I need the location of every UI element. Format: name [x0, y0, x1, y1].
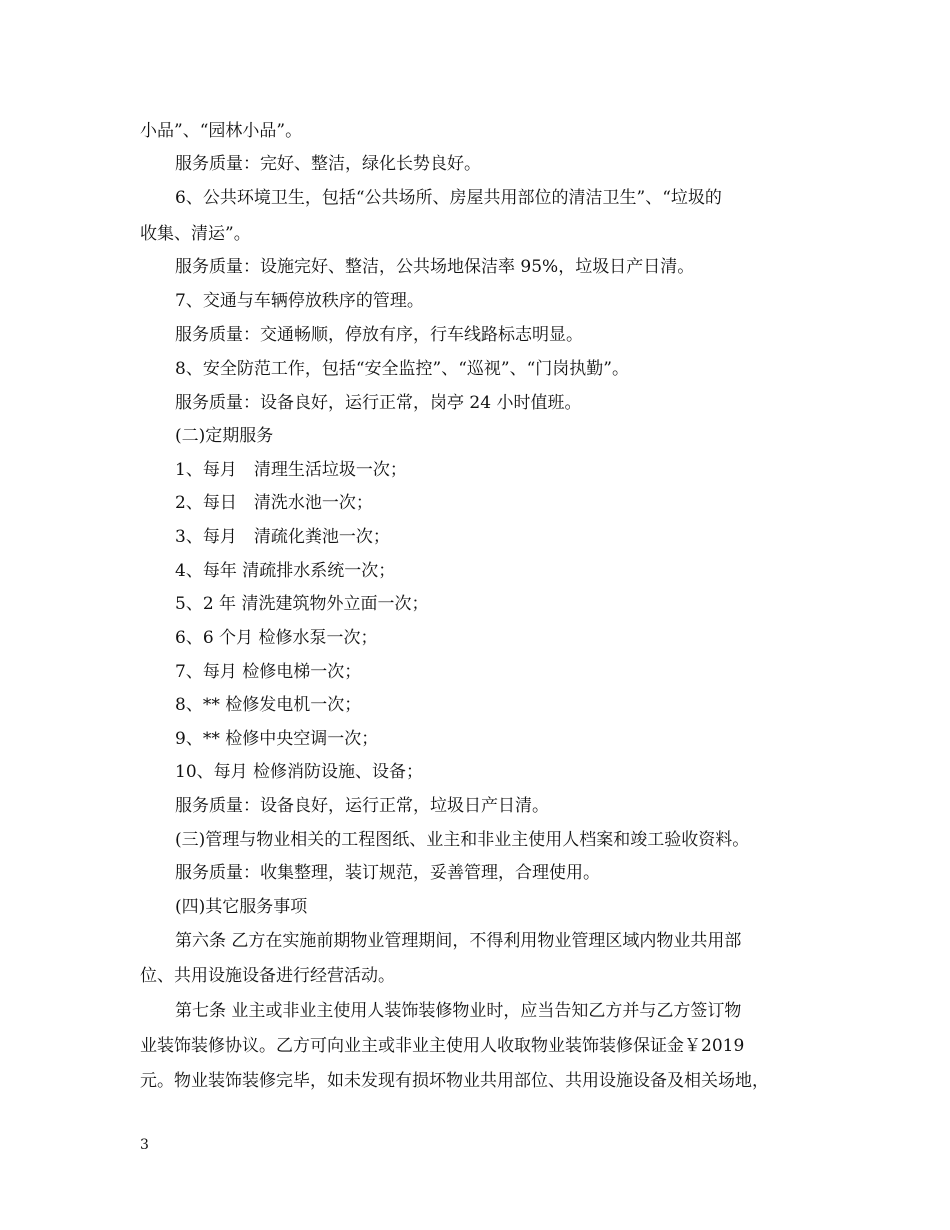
text-line: 第六条 乙方在实施前期物业管理期间，不得利用物业管理区域内物业共用部 — [175, 931, 742, 951]
text-line: 元。物业装饰装修完毕，如未发现有损坏物业共用部位、共用设施设备及相关场地， — [140, 1071, 769, 1091]
page-number: 3 — [140, 1137, 149, 1153]
list-item: 6、6 个月 检修水泵一次； — [175, 628, 378, 648]
text-line: 服务质量：交通畅顺，停放有序，行车线路标志明显。 — [175, 325, 583, 345]
text-line: 服务质量：设备良好，运行正常，垃圾日产日清。 — [175, 796, 549, 816]
text-line: 服务质量：完好、整洁，绿化长势良好。 — [175, 154, 481, 174]
text-line: 业装饰装修协议。乙方可向业主或非业主使用人收取物业装饰装修保证金￥2019 — [140, 1036, 745, 1056]
list-item: 10、每月 检修消防设施、设备； — [175, 762, 424, 782]
list-item: 8、** 检修发电机一次； — [175, 695, 362, 715]
text-line: 小品”、“园林小品”。 — [140, 121, 303, 141]
text-line: 6、公共环境卫生，包括“公共场所、房屋共用部位的清洁卫生”、“垃圾的 — [175, 188, 722, 208]
list-item: 3、每月 清疏化粪池一次； — [175, 527, 390, 547]
section-heading: (三)管理与物业相关的工程图纸、业主和非业主使用人档案和竣工验收资料。 — [175, 830, 750, 850]
text-line: 收集、清运”。 — [140, 224, 251, 244]
list-item: 4、每年 清疏排水系统一次； — [175, 561, 396, 581]
text-line: 服务质量：设备良好，运行正常，岗亭 24 小时值班。 — [175, 393, 582, 413]
text-line: 服务质量：设施完好、整洁，公共场地保洁率 95%，垃圾日产日清。 — [175, 257, 695, 277]
text-line: 位、共用设施设备进行经营活动。 — [140, 966, 395, 986]
text-line: 8、安全防范工作，包括“安全监控”、“巡视”、“门岗执勤”。 — [175, 359, 629, 379]
list-item: 7、每月 检修电梯一次； — [175, 662, 362, 682]
text-line: 第七条 业主或非业主使用人装饰装修物业时，应当告知乙方并与乙方签订物 — [175, 1001, 742, 1021]
list-item: 2、每日 清洗水池一次； — [175, 493, 373, 513]
list-item: 9、** 检修中央空调一次； — [175, 729, 379, 749]
text-line: 7、交通与车辆停放秩序的管理。 — [175, 291, 424, 311]
text-line: 服务质量：收集整理，装订规范，妥善管理，合理使用。 — [175, 863, 600, 883]
list-item: 1、每月 清理生活垃圾一次； — [175, 460, 407, 480]
section-heading: (四)其它服务事项 — [175, 897, 308, 917]
list-item: 5、2 年 清洗建筑物外立面一次； — [175, 594, 429, 614]
section-heading: (二)定期服务 — [175, 426, 274, 446]
